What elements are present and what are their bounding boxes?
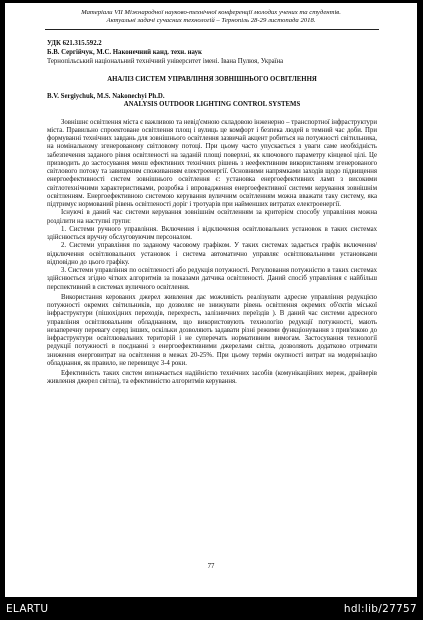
affiliation: Тернопільський національний технічний університет імені. Івана Пулюя, Україна xyxy=(47,57,284,65)
repository-label: ELARTU xyxy=(6,603,49,615)
authors-en: B.V. Sergiychuk, M.S. Nakonechyi Ph.D. xyxy=(47,93,165,100)
title-en: ANALYSIS OUTDOOR LIGHTING CONTROL SYSTEMS xyxy=(123,101,301,109)
document-page xyxy=(5,3,417,597)
udc-code: УДК 621.315.592.2 xyxy=(47,40,102,47)
handle-identifier: hdl:lib/27757 xyxy=(343,603,417,615)
paragraph-3: Використання керованих джерел живлення дає можливість реалізувати адресне управління редукцією потужності окремих світильників, що дозволяє не знижувати рівень освітлення окремих об'єктів міської інфраструктури (пішохідних переходів, перехресть, залізничних переїздів ). В даний час системи адресного управління освітлювальним обладнанням, що використовують технологію редукції потужності, мають незаперечну перевагу серед інших, оскільки дозволяють задавати різні режими функціонування з прив'язкою до інфраструктури освітлювальних територій і не суперечать нормативним вимогам. Застосування технології редукції потужності в поєднанні з енергоефективними джерелами світла, дозволяють додатково отримати зниження енерговитрат на освітлення в межах 20-25%. При цьому термін окупності витрат на модернізацію обладнання, як правило, не перевищує 3-4 роки. xyxy=(47,293,377,367)
authors-ua: Б.В. Сергійчук, М.С. Наконечний канд. техн. наук xyxy=(47,49,202,57)
list-item-2: 2. Системи управління по заданому часовому графіком. У таких системах задається графік включення/відключення освітлювальних установок і система автоматично управляє освітлювальними установками відповідно до цього графіку. xyxy=(47,242,377,266)
list-item-3: 3. Системи управління по освітленості або редукція потужності. Регулювання потужністю в таких системах здійснюється згідно чітких алгоритмів за показами датчика освітленості. Даний спосіб управління є найбільш перспективний в системах вуличного освітлення. xyxy=(47,267,377,291)
page-number: 77 xyxy=(207,563,215,570)
article-body xyxy=(47,40,377,387)
header-line-2: Актуальні задачі сучасних технологій – Тернопіль 28-29 листопада 2018. xyxy=(106,17,316,25)
list-item-1: 1. Системи ручного управління. Включення і відключення освітлювальних установок в таких системах здійснюється вручну обслуговуючим персоналом. xyxy=(47,225,377,241)
header-divider xyxy=(45,29,379,30)
paragraph-1: Зовнішнє освітлення міста є важливою та невід'ємною складовою інженерно – транспортної інфраструктури міста. Правильно спроектоване освітлення площ і вулиць це комфорт і безпека людей в темний час доби. При формуванні технічних завдань для зовнішнього освітлення зазвичай акцент робиться на потужності світильника, на номінальному згенерованому світловому потоці. При цьому часто упускається з уваги саме необхідність забезпечення заданого рівня освітленості на заданій площі поверхні, як ключового параметру кінцевої цілі. Це призводить до застосування менш ефективних технічних рішень з неефективним використанням згенерованого світлового потоку та завищеним споживанням електроенергії. Основними напрямками заходів щодо підвищення енергоефективності систем зовнішнього освітлення є: установка енергоефективних ламп з високими світлотехнічними характеристиками, розробка і впровадження енергоефективної системи керування зовнішнім освітленням. Енергоефективною системою керування вуличним освітленням можна вважати таку систему, яка підтримує нормований рівень освітленості доріг і тротуарів при найменших витратах електроенергії. xyxy=(47,118,377,208)
paragraph-2: Існуючі в даний час системи керування зовнішнім освітленням за критерієм способу управління можна розділити на наступні групи: xyxy=(47,209,377,225)
paragraph-4: Ефективність таких систем визначається надійністю технічних засобів (комунікаційних мереж, драйверів живлення джерел світла), та ефективністю алгоритмів керування. xyxy=(47,370,377,386)
conference-header xyxy=(5,9,417,26)
header-line-1: Матеріали VII Міжнародної науково-технічної конференції молодих учених та студентів. xyxy=(81,9,341,16)
title-ua: АНАЛІЗ СИСТЕМ УПРАВЛІННЯ ЗОВНІШНЬОГО ОСВІТЛЕННЯ xyxy=(107,75,317,83)
